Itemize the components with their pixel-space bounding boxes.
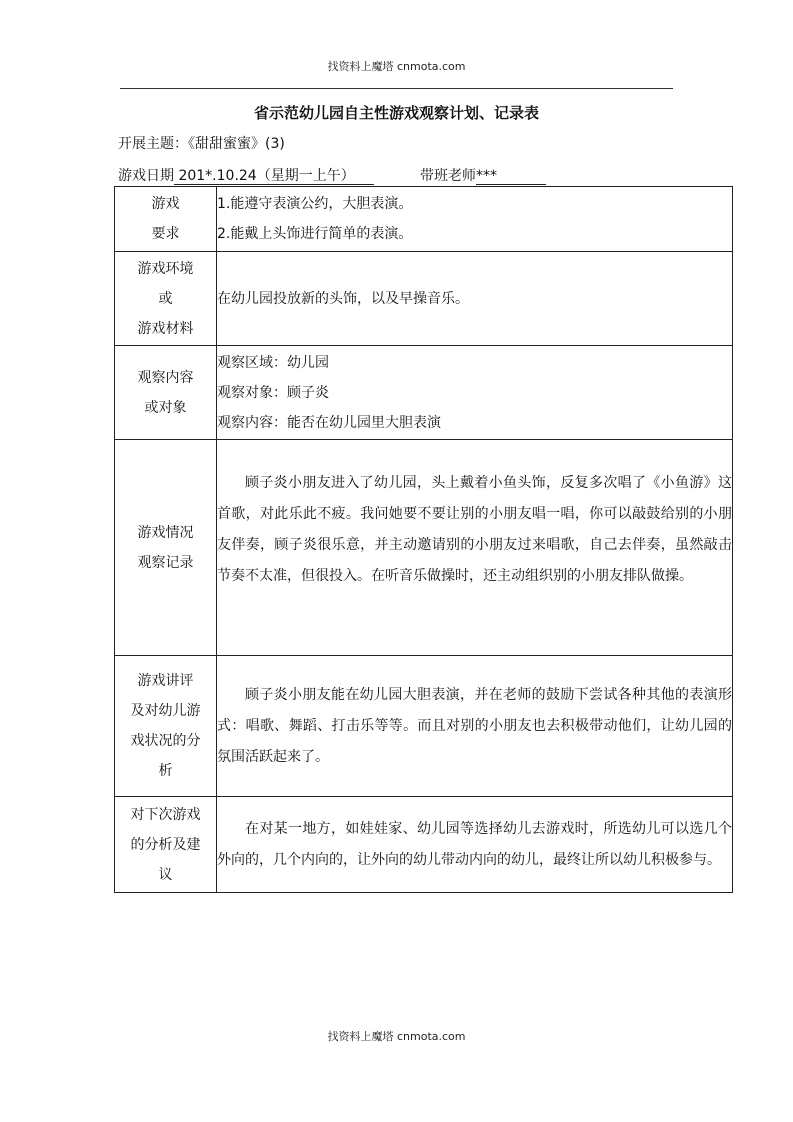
row-content [217, 656, 733, 797]
row-label: 游戏情况 观察记录 [115, 440, 217, 656]
observation-record-text: 顾子炎小朋友进入了幼儿园，头上戴着小鱼头饰，反复多次唱了《小鱼游》这首歌，对此乐此不疲。我问她要不要让别的小朋友唱一唱，你可以敲鼓给别的小朋友伴奏，顾子炎很乐意，并主动邀请别的小朋友过来唱歌，自己去伴奏，虽然敲击节奏不太准，但很投入。在听音乐做操时，还主动组织别的小朋友排队做操。 [217, 475, 732, 584]
table-row [115, 346, 733, 440]
date-label: 游戏日期 [118, 168, 174, 184]
row-content [217, 797, 733, 893]
row-label: 游戏环境 或 游戏材料 [115, 252, 217, 346]
date-teacher-line [118, 165, 546, 185]
evaluation-text: 顾子炎小朋友能在幼儿园大胆表演，并在老师的鼓励下尝试各种其他的表演形式：唱歌、舞蹈、打击乐等等。而且对别的小朋友也去积极带动他们，让幼儿园的氛围活跃起来了。 [217, 686, 732, 765]
suggestion-text: 在对某一地方，如娃娃家、幼儿园等选择幼儿去游戏时，所选幼儿可以选几个外向的，几个内向的，让外向的幼儿带动内向的幼儿，最终让所以幼儿积极参与。 [217, 820, 732, 868]
teacher-label: 带班老师 [420, 168, 476, 184]
theme-label: 开展主题： [118, 136, 188, 152]
row-label: 游戏 要求 [115, 187, 217, 252]
document-title: 省示范幼儿园自主性游戏观察计划、记录表 [253, 104, 539, 122]
observation-table [114, 186, 733, 893]
table-row [115, 440, 733, 656]
table-row [115, 797, 733, 893]
theme-line [118, 133, 285, 153]
page-footer-watermark: 找资料上魔塔 cnmota.com [327, 1030, 466, 1043]
row-content: 观察区域：幼儿园 观察对象：顾子炎 观察内容：能否在幼儿园里大胆表演 [217, 346, 733, 440]
header-divider [120, 88, 673, 89]
row-label: 游戏讲评 及对幼儿游 戏状况的分 析 [115, 656, 217, 797]
theme-value: 《甜甜蜜蜜》(3) [188, 136, 285, 152]
row-label: 观察内容 或对象 [115, 346, 217, 440]
table-row [115, 187, 733, 252]
row-content: 1.能遵守表演公约，大胆表演。 2.能戴上头饰进行简单的表演。 [217, 187, 733, 252]
row-content: 在幼儿园投放新的头饰，以及早操音乐。 [217, 252, 733, 346]
teacher-value: *** [476, 168, 546, 185]
table-row [115, 252, 733, 346]
date-value: 201*.10.24（星期一上午） [174, 168, 374, 185]
page-header-watermark: 找资料上魔塔 cnmota.com [327, 60, 466, 73]
table-row [115, 656, 733, 797]
row-label: 对下次游戏 的分析及建 议 [115, 797, 217, 893]
row-content [217, 440, 733, 656]
